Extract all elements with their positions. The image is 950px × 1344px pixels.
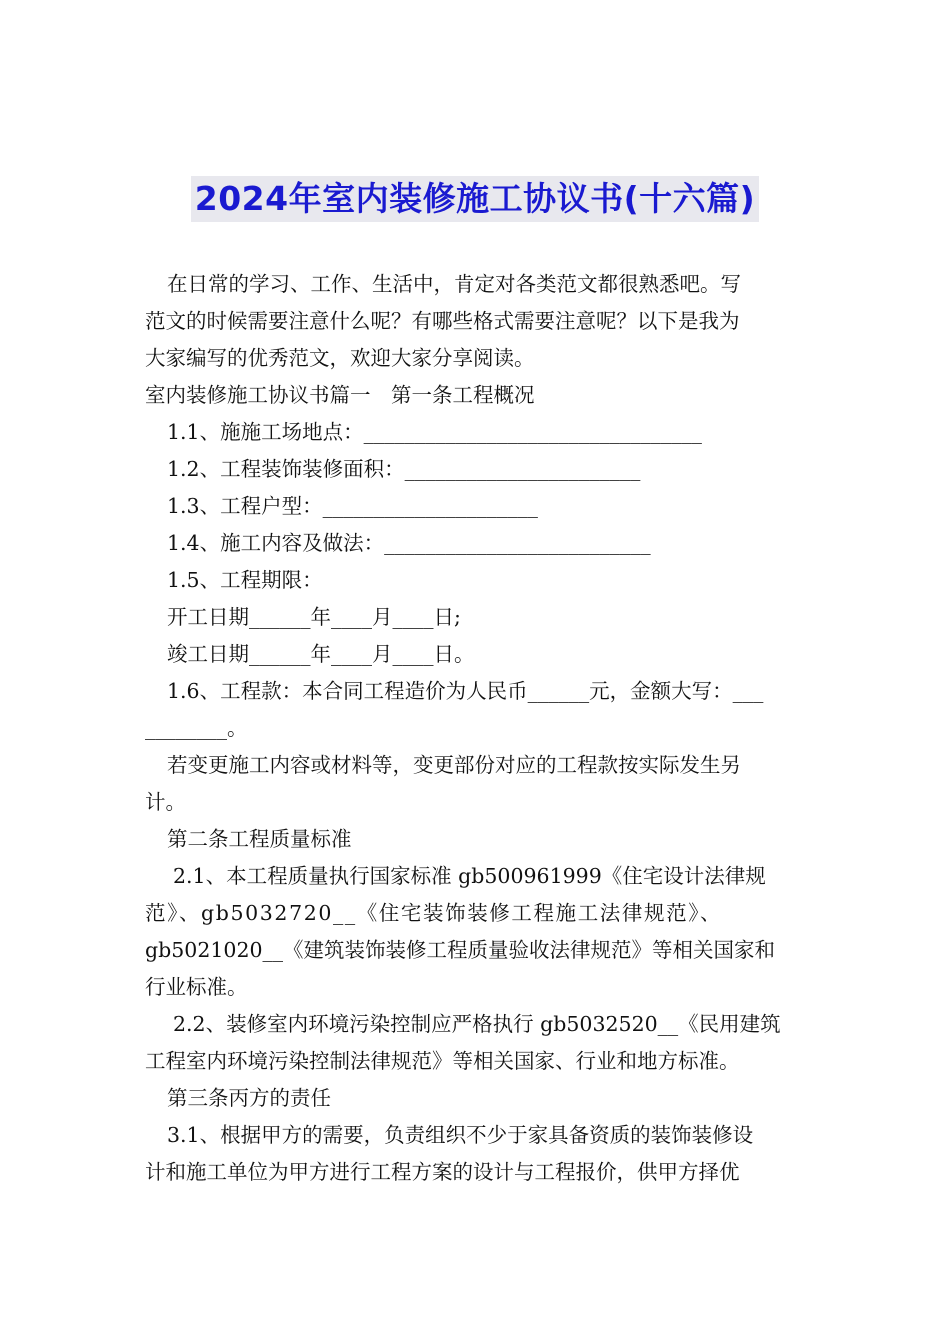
- item-3-1-line-2: 计和施工单位为甲方进行工程方案的设计与工程报价，供甲方择优: [145, 1160, 740, 1184]
- item-1-5: 1.5、工程期限：: [167, 568, 323, 592]
- article-3-heading: 第三条丙方的责任: [167, 1086, 331, 1110]
- item-1-3: 1.3、工程户型：_____________________: [167, 494, 538, 518]
- item-1-6-line-2: ________。: [145, 716, 248, 740]
- item-2-2-line-1: 2.2、装修室内环境污染控制应严格执行 gb5032520__《民用建筑: [173, 1012, 781, 1036]
- intro-line-2: 范文的时候需要注意什么呢？有哪些格式需要注意呢？以下是我为: [145, 309, 740, 333]
- document-title: 2024年室内装修施工协议书(十六篇): [191, 176, 760, 222]
- item-1-6-line-1: 1.6、工程款：本合同工程造价为人民币______元，金额大写：___: [167, 679, 764, 703]
- intro-line-3: 大家编写的优秀范文，欢迎大家分享阅读。: [145, 346, 535, 370]
- article-2-heading: 第二条工程质量标准: [167, 827, 352, 851]
- end-date-line: 竣工日期______年____月____日。: [167, 642, 475, 666]
- change-note-line-1: 若变更施工内容或材料等，变更部份对应的工程款按实际发生另: [167, 753, 741, 777]
- item-2-1-line-1: 2.1、本工程质量执行国家标准 gb500961999《住宅设计法律规: [173, 864, 766, 888]
- item-2-1-line-2: 范》、gb5032720__《住宅装饰装修工程施工法律规范》、: [145, 901, 723, 925]
- item-1-4: 1.4、施工内容及做法：__________________________: [167, 531, 651, 555]
- item-3-1-line-1: 3.1、根据甲方的需要，负责组织不少于家具备资质的装饰装修设: [167, 1123, 754, 1147]
- title-container: [0, 176, 950, 222]
- item-2-2-line-2: 工程室内环境污染控制法律规范》等相关国家、行业和地方标准。: [145, 1049, 740, 1073]
- change-note-line-2: 计。: [145, 790, 186, 814]
- item-2-1-line-3: gb5021020__《建筑装饰装修工程质量验收法律规范》等相关国家和: [145, 938, 776, 962]
- item-1-2: 1.2、工程装饰装修面积：_______________________: [167, 457, 641, 481]
- intro-line-1: 在日常的学习、工作、生活中，肯定对各类范文都很熟悉吧。写: [167, 272, 741, 296]
- start-date-line: 开工日期______年____月____日;: [167, 605, 461, 629]
- section-heading: 室内装修施工协议书篇一 第一条工程概况: [145, 383, 535, 407]
- item-2-1-line-4: 行业标准。: [145, 975, 248, 999]
- item-1-1: 1.1、施施工场地点：_________________________________: [167, 420, 702, 444]
- document-body: [145, 266, 807, 1191]
